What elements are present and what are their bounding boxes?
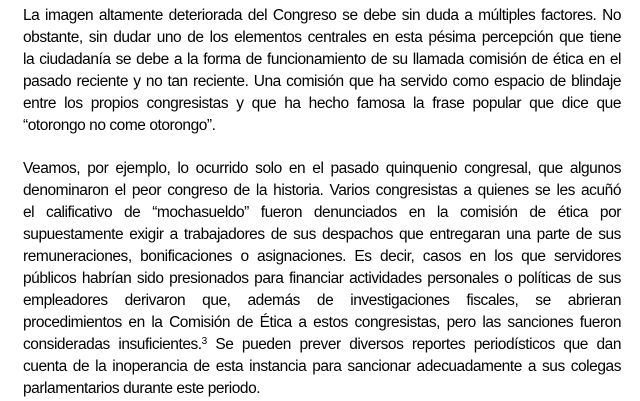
text-line: procedimientos en la Comisión de Ética a estos congresistas, pero las sanciones fueron: [23, 314, 621, 331]
text-line: supuestamente exigir a trabajadores de sus despachos que entregaran una parte de sus: [23, 226, 621, 243]
text-line: La imagen altamente deteriorada del Congreso se debe sin duda a múltiples factores. No: [23, 7, 621, 24]
text-line: “otorongo no come otorongo”.: [23, 117, 216, 134]
text-line: pasado reciente y no tan reciente. Una comisión que ha servido como espacio de blindaje: [23, 73, 621, 90]
text-line: entre los propios congresistas y que ha hecho famosa la frase popular que dice que: [23, 95, 621, 112]
footnote-marker[interactable]: 3: [201, 336, 207, 347]
text-line: el calificativo de “mochasueldo” fueron denunciados en la comisión de ética por: [23, 204, 621, 221]
text-line: obstante, sin dudar uno de los elementos centrales en esta pésima percepción que tiene: [23, 29, 621, 46]
text-line: denominaron el peor congreso de la historia. Varios congresistas a quienes se les acuñó: [23, 182, 621, 199]
text-line: públicos habrían sido presionados para financiar actividades personales o políticas de sus: [23, 270, 621, 287]
text-line: remuneraciones, bonificaciones o asignaciones. Es decir, casos en los que servidores: [23, 248, 621, 265]
text-line: parlamentarios durante este periodo.: [23, 380, 261, 397]
text-segment: Se pueden prever diversos reportes periodísticos que dan: [206, 336, 621, 353]
text-segment: consideradas insuficientes.: [23, 336, 202, 353]
paragraph-1: [23, 5, 621, 137]
text-line: la ciudadanía se debe a la forma de funcionamiento de su llamada comisión de ética en el: [23, 51, 621, 68]
text-line: empleadores derivaron que, además de investigaciones fiscales, se abrieran: [23, 292, 621, 309]
document-body: [23, 5, 621, 400]
text-line: Veamos, por ejemplo, lo ocurrido solo en el pasado quinquenio congresal, que algunos: [23, 160, 621, 177]
paragraph-2: [23, 158, 621, 400]
text-line: cuenta de la inoperancia de esta instancia para sancionar adecuadamente a sus colegas: [23, 358, 621, 375]
text-line: [23, 334, 621, 356]
